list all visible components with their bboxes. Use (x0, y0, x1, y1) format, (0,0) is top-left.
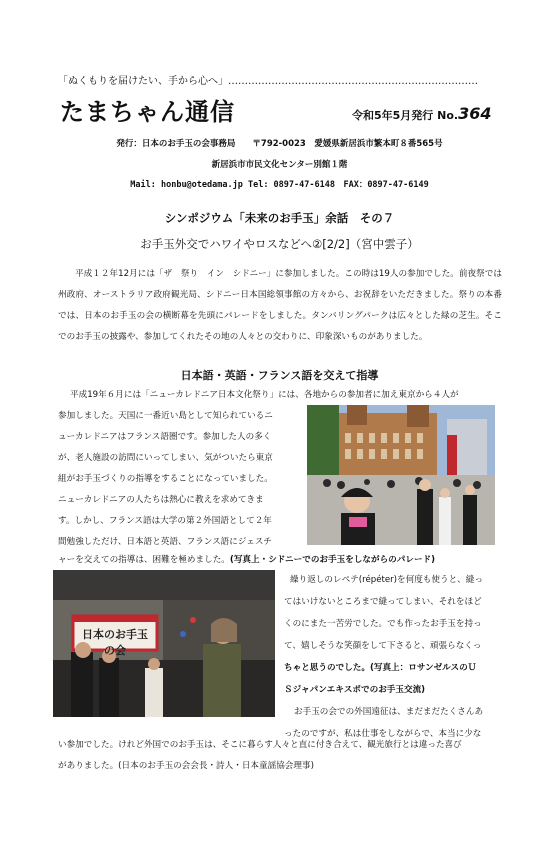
para3-line: くのにまた一苦労でした。でも作ったお手玉を持っ (284, 619, 482, 629)
tail-line: がありました。(日本のお手玉の会会長・詩人・日本童謡協会理事) (58, 761, 314, 771)
para2-line: す。しかし、フランス語は大学の第２外国語として２年 (58, 516, 272, 526)
issue-date: 令和5年5月発行 No. (352, 109, 459, 122)
para2-line: が、老人施設の訪問にいってしまい、気がついたら東京 (58, 453, 273, 463)
para3-line: Ｓジャパンエキスポでのお手玉交流) (284, 685, 426, 695)
paragraph-2-body (58, 406, 296, 553)
paragraph-2-first-line: 平成19年６月には「ニューカレドニア日本文化祭り」には、各地からの参加者に加え東京から４人が (70, 390, 459, 400)
para2-line: ューカレドニアはフランス語圏です。参加した人の多く (58, 432, 272, 442)
closing-paragraph (58, 735, 502, 777)
tail-line: い参加でした。けれど外国でのお手玉は、そこに暮らす人々と直に付き合えて、観光旅行とは違った喜び (58, 740, 462, 750)
sydney-parade-photo (307, 405, 495, 545)
caption-sydney: (写真上・シドニーでのお手玉をしながらのパレード) (229, 555, 436, 565)
address-line: 新居浜市市民文化センター別館１階 (211, 160, 348, 170)
para3-line: ったのですが、私は仕事をしながらで、本当に少な (284, 729, 482, 739)
para3-line: 繰り返しのレペテ(répéter)を何度も使うと、縫っ (290, 575, 483, 585)
series-title: シンポジウム「未来のお手玉」余話 その７ (164, 211, 395, 225)
issue-line (352, 104, 492, 123)
para3-line: てはいけないところまで縫ってしまい、それをほど (284, 597, 482, 607)
publisher-line: 発行：日本のお手玉の会事務局 〒792-0023 愛媛県新居浜市繁本町８番565号 (116, 139, 443, 149)
issue-number: 364 (458, 104, 492, 123)
tagline-text: 「ぬくもりを届けたい、手から心へ」 (58, 76, 228, 87)
para2-line: ニューカレドニアの人たちは熱心に教えを求めてきま (58, 495, 264, 505)
para3-line: ちゃと思うのでした。(写真上：ロサンゼルスのＵ (284, 663, 477, 673)
para2-line: 参加しました。天国に一番近い島として知られているニ (58, 411, 273, 421)
paragraph-2-end (58, 553, 502, 565)
paragraph-1: 平成１２年12月には「ザ 祭り イン シドニー」に参加しました。この時は19人の参加でした。前夜祭では州政府、オーストラリア政府観光局、シドニー日本国総領事館の方々から、お祝辞をいただきました。祭りの本番では、日本のお手玉の会の横断幕を先頭にパレードをしました。タンバリングパークは広々とした緑の芝生。そこでのお手玉の披露や、参加してくれたその地の人々との交わりに、印象深いものがありました。 (58, 269, 502, 342)
paragraph-3 (284, 569, 502, 745)
banner-text: 日本のお手玉の会 (82, 628, 148, 657)
para3-line: て、嬉しそうな笑顔をして下さると、頑張らなくっ (284, 641, 482, 651)
tagline-dots: ………………………………………………………………… (228, 76, 478, 87)
para3-line: お手玉の会での外国遠征は、まだまだたくさんあ (294, 707, 484, 717)
masthead-title: たまちゃん通信 (60, 97, 235, 126)
article-subtitle: お手玉外交でハワイやロスなどへ②[2/2]（宮中雲子） (140, 237, 419, 251)
para2-line: 組がお手玉づくりの指導をすることになっていました。 (58, 474, 273, 484)
contact-line: Mail: honbu@otedama.jp Tel: 0897-47-6148 FAX：0897-47-6149 (130, 180, 429, 190)
para2-end-text: ャーを交えての指導は、困難を極めました。 (58, 555, 230, 565)
para2-line: 間勉強しただけ、日本語と英語、フランス語にジェスチ (58, 537, 272, 547)
section-heading: 日本語・英語・フランス語を交えて指導 (180, 369, 379, 382)
tagline (58, 72, 478, 87)
la-expo-photo (53, 570, 275, 717)
